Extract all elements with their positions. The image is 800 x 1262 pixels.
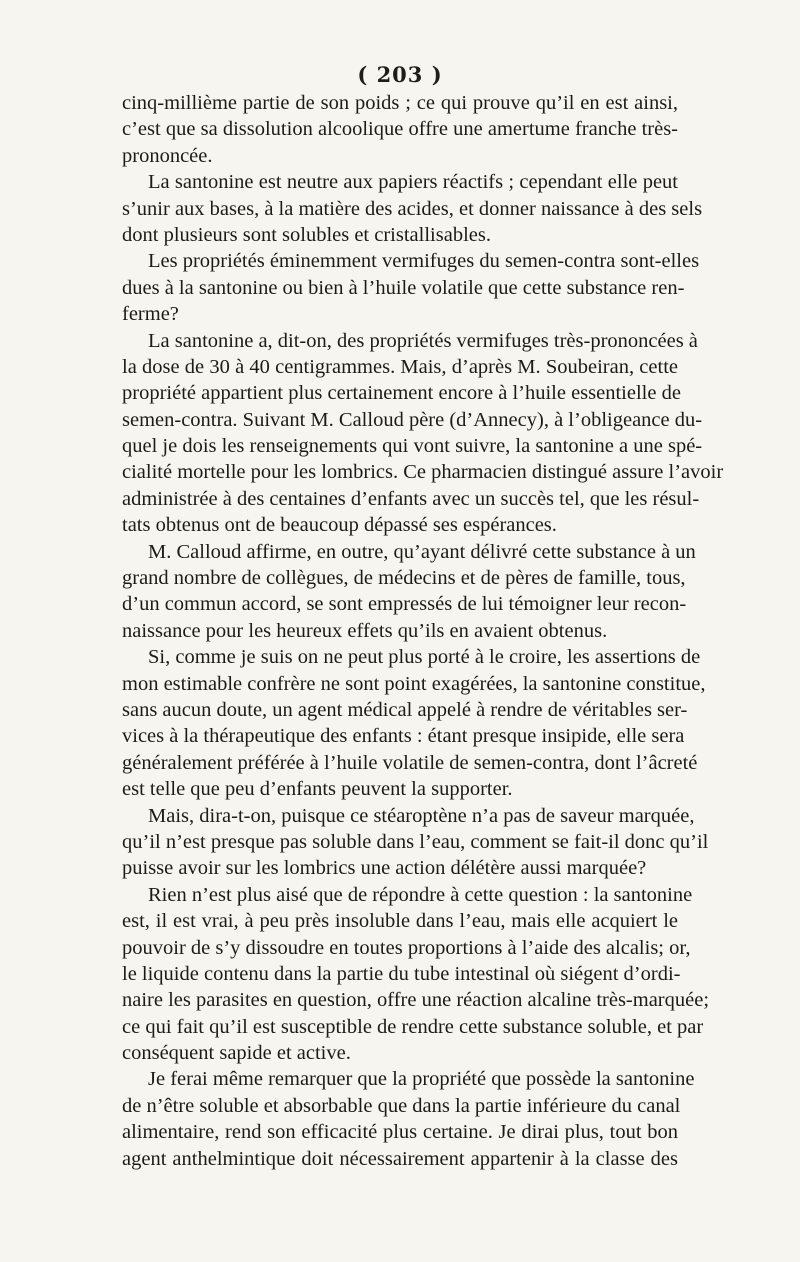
- text-line: grand nombre de collègues, de médecins et de pères de famille, tous,: [122, 567, 686, 590]
- text-line: La santonine est neutre aux papiers réactifs ; cependant elle peut: [148, 171, 678, 194]
- text-line: agent anthelmintique doit nécessairement appartenir à la classe des: [122, 1147, 678, 1170]
- text-line: propriété appartient plus certainement encore à l’huile essentielle de: [122, 382, 681, 405]
- text-line: puisse avoir sur les lombrics une action délétère aussi marquée?: [122, 857, 647, 880]
- text-line: M. Calloud affirme, en outre, qu’ayant délivré cette substance à un: [148, 540, 696, 563]
- text-line: Les propriétés éminemment vermifuges du semen-contra sont-elles: [148, 250, 700, 273]
- text-line: ferme?: [122, 303, 179, 326]
- text-line: de n’être soluble et absorbable que dans la partie inférieure du canal: [122, 1094, 681, 1117]
- text-line: tats obtenus ont de beaucoup dépassé ses espérances.: [122, 514, 557, 537]
- text-line: d’un commun accord, se sont empressés de lui témoigner leur recon-: [122, 593, 687, 616]
- text-line: cinq-millième partie de son poids ; ce qui prouve qu’il en est ainsi,: [122, 92, 678, 114]
- text-line: semen-contra. Suivant M. Calloud père (d’Annecy), à l’obligeance du-: [122, 408, 703, 431]
- text-line: s’unir aux bases, à la matière des acides, et donner naissance à des sels: [122, 197, 703, 220]
- text-line: quel je dois les renseignements qui vont suivre, la santonine a une spé-: [122, 435, 703, 458]
- text-line: est, il est vrai, à peu près insoluble dans l’eau, mais elle acquiert le: [122, 910, 678, 933]
- text-line: généralement préférée à l’huile volatile de semen-contra, dont l’âcreté: [122, 751, 698, 774]
- text-line: mon estimable confrère ne sont point exagérées, la santonine constitue,: [122, 672, 706, 695]
- text-line: cialité mortelle pour les lombrics. Ce pharmacien distingué assure l’avoir: [122, 461, 724, 484]
- text-line: dues à la santonine ou bien à l’huile volatile que cette substance ren-: [122, 276, 685, 299]
- text-line: Je ferai même remarquer que la propriété que possède la santonine: [148, 1068, 695, 1091]
- text-line: la dose de 30 à 40 centigrammes. Mais, d’après M. Soubeiran, cette: [122, 355, 678, 378]
- text-line: alimentaire, rend son efficacité plus certaine. Je dirai plus, tout bon: [122, 1121, 678, 1144]
- text-line: c’est que sa dissolution alcoolique offre une amertume franche très-: [122, 118, 678, 141]
- page-number: ( 203 ): [357, 62, 443, 87]
- text-line: dont plusieurs sont solubles et cristallisables.: [122, 223, 491, 246]
- text-line: naire les parasites en question, offre une réaction alcaline très-marquée;: [122, 989, 710, 1012]
- text-line: administrée à des centaines d’enfants avec un succès tel, que les résul-: [122, 487, 700, 510]
- body-text: [122, 90, 724, 1172]
- text-line: Si, comme je suis on ne peut plus porté à le croire, les assertions de: [148, 646, 701, 669]
- text-line: La santonine a, dit-on, des propriétés vermifuges très-prononcées à: [148, 329, 698, 352]
- text-line: pouvoir de s’y dissoudre en toutes proportions à l’aide des alcalis; or,: [122, 936, 691, 959]
- text-line: vices à la thérapeutique des enfants : étant presque insipide, elle sera: [122, 725, 685, 748]
- text-line: Mais, dira-t-on, puisque ce stéaroptène n’a pas de saveur marquée,: [148, 804, 695, 827]
- text-line: prononcée.: [122, 144, 213, 167]
- text-line: ce qui fait qu’il est susceptible de rendre cette substance soluble, et par: [122, 1015, 704, 1038]
- text-line: qu’il n’est presque pas soluble dans l’eau, comment se fait-il donc qu’il: [122, 830, 709, 853]
- text-line: naissance pour les heureux effets qu’ils en avaient obtenus.: [122, 619, 608, 642]
- text-line: est telle que peu d’enfants peuvent la supporter.: [122, 778, 513, 801]
- text-line: sans aucun doute, un agent médical appelé à rendre de véritables ser-: [122, 698, 688, 721]
- text-line: le liquide contenu dans la partie du tube intestinal où siégent d’ordi-: [122, 962, 681, 985]
- text-line: Rien n’est plus aisé que de répondre à cette question : la santonine: [148, 883, 693, 906]
- text-line: conséquent sapide et active.: [122, 1042, 351, 1065]
